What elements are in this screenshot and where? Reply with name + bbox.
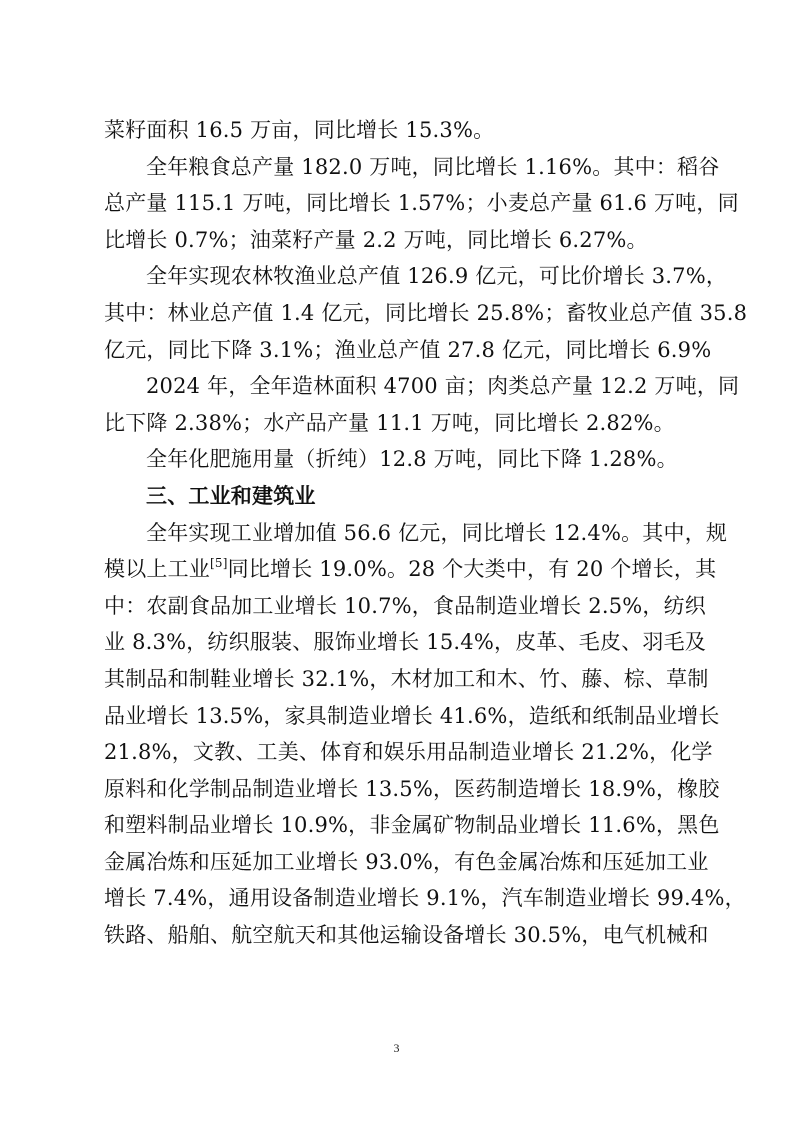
text-line: 全年实现工业增加值 56.6 亿元，同比增长 12.4%。其中，规 bbox=[146, 520, 728, 545]
paragraph-industry-value bbox=[104, 515, 746, 954]
paragraph-rapeseed-area-line: 菜籽面积 16.5 万亩，同比增长 15.3%。 bbox=[104, 118, 495, 142]
paragraph-grain-output bbox=[104, 149, 739, 259]
text-line: 增长 7.4%，通用设备制造业增长 9.1%，汽车制造业增长 99.4%， bbox=[104, 886, 746, 911]
text-line: 中：农副食品加工业增长 10.7%，食品制造业增长 2.5%，纺织 bbox=[104, 593, 707, 618]
text-line: 其制品和制鞋业增长 32.1%，木材加工和木、竹、藤、棕、草制 bbox=[104, 666, 709, 691]
document-body bbox=[104, 112, 748, 954]
text-line: 品业增长 13.5%，家具制造业增长 41.6%，造纸和纸制品业增长 bbox=[104, 703, 720, 728]
text-line: 全年化肥施用量（折纯）12.8 万吨，同比下降 1.28%。 bbox=[146, 447, 678, 472]
text-segment: 模以上工业 bbox=[104, 557, 210, 582]
text-line: 21.8%，文教、工美、体育和娱乐用品制造业增长 21.2%，化学 bbox=[104, 740, 713, 765]
text-line: 2024 年，全年造林面积 4700 亩；肉类总产量 12.2 万吨，同 bbox=[146, 374, 740, 399]
text-line: 比下降 2.38%；水产品产量 11.1 万吨，同比增长 2.82%。 bbox=[104, 410, 675, 435]
text-line: 比增长 0.7%；油菜籽产量 2.2 万吨，同比增长 6.27%。 bbox=[104, 227, 648, 252]
paragraph-agriculture-value bbox=[104, 258, 748, 368]
text-line: 全年实现农林牧渔业总产值 126.9 亿元，可比价增长 3.7%， bbox=[146, 264, 728, 289]
paragraph-forestry-meat bbox=[104, 368, 740, 441]
text-line: 业 8.3%，纺织服装、服饰业增长 15.4%，皮革、毛皮、羽毛及 bbox=[104, 630, 707, 655]
text-line: 总产量 115.1 万吨，同比增长 1.57%；小麦总产量 61.6 万吨，同 bbox=[104, 191, 739, 216]
page-number: 3 bbox=[393, 1041, 400, 1055]
paragraph-fertilizer bbox=[104, 441, 690, 478]
text-segment: 同比增长 19.0%。28 个大类中，有 20 个增长，其 bbox=[227, 557, 717, 582]
text-line: 其中：林业总产值 1.4 亿元，同比增长 25.8%；畜牧业总产值 35.8 bbox=[104, 300, 748, 325]
text-line: 全年粮食总产量 182.0 万吨，同比增长 1.16%。其中：稻谷 bbox=[146, 154, 720, 179]
text-line: 铁路、船舶、航空航天和其他运输设备增长 30.5%，电气机械和 bbox=[104, 923, 709, 948]
footnote-ref[interactable]: [5] bbox=[210, 556, 228, 571]
text-line-with-footnote bbox=[104, 551, 717, 588]
text-line: 和塑料制品业增长 10.9%，非金属矿物制品业增长 11.6%，黑色 bbox=[104, 813, 720, 838]
text-line: 原料和化学制品制造业增长 13.5%，医药制造增长 18.9%，橡胶 bbox=[104, 776, 720, 801]
text-line: 亿元，同比下降 3.1%；渔业总产值 27.8 亿元，同比增长 6.9% bbox=[104, 337, 712, 362]
text-line: 金属冶炼和压延加工业增长 93.0%，有色金属冶炼和压延加工业 bbox=[104, 849, 709, 874]
section-heading-industry: 三、工业和建筑业 bbox=[146, 483, 316, 508]
